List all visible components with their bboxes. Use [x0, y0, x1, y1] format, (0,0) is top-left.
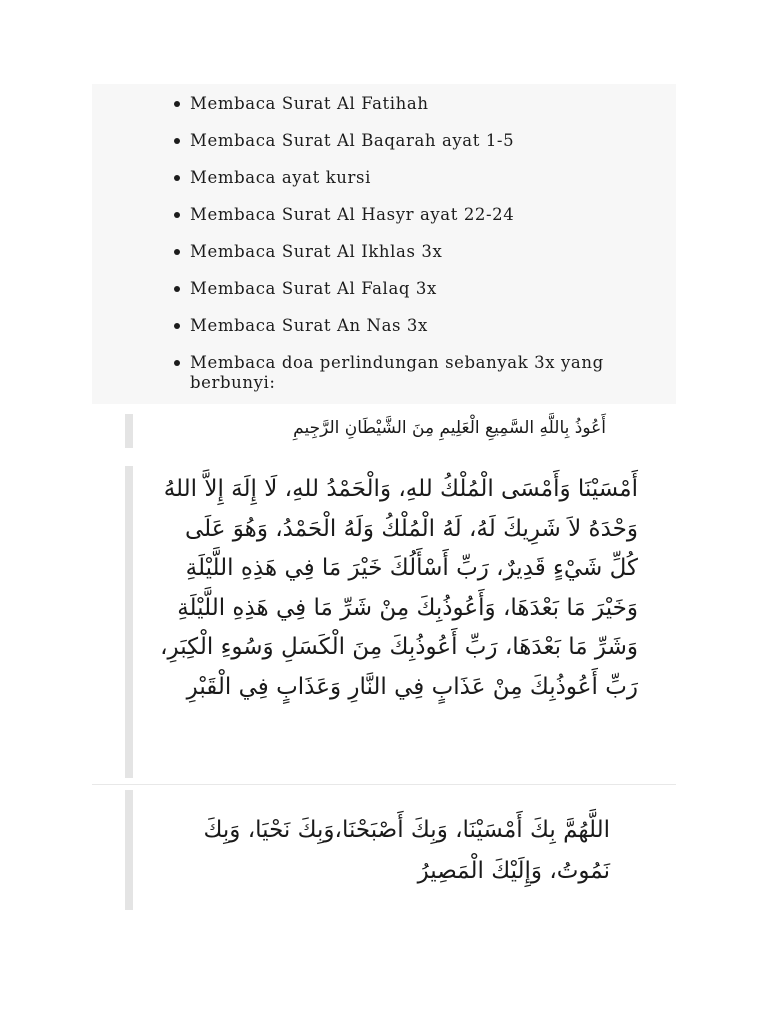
short-prayer-text: اللَّهُمَّ بِكَ أَمْسَيْنَا، وَبِكَ أَصْبَحْنَا،وَبِكَ نَحْيَا، وَبِكَ نَمُوتُ، وَإِلَيْكَ الْمَصِيرُ	[203, 817, 610, 884]
list-item	[170, 279, 660, 299]
list-item	[170, 316, 660, 336]
bullet-icon	[174, 323, 180, 329]
divider	[92, 784, 676, 785]
bullet-icon	[174, 101, 180, 107]
blockquote-bar	[125, 790, 133, 910]
instruction-list-section	[92, 84, 676, 404]
bullet-icon	[174, 138, 180, 144]
list-item-text: Membaca Surat Al Falaq 3x	[190, 279, 437, 298]
list-item-text: Membaca ayat kursi	[190, 168, 371, 187]
taawudz-text: أَعُوذُ بِاللَّهِ السَّمِيعِ الْعَلِيمِ مِنَ الشَّيْطَانِ الرَّجِيمِ	[293, 418, 606, 438]
list-item	[170, 353, 660, 393]
list-item	[170, 94, 660, 114]
list-item-text: Membaca Surat Al Ikhlas 3x	[190, 242, 443, 261]
list-item	[170, 131, 660, 151]
bullet-icon	[174, 286, 180, 292]
bullet-icon	[174, 360, 180, 366]
blockquote-bar	[125, 466, 133, 778]
bullet-icon	[174, 249, 180, 255]
bullet-icon	[174, 212, 180, 218]
list-item	[170, 168, 660, 188]
blockquote-bar	[125, 414, 133, 448]
list-item-text: Membaca Surat Al Hasyr ayat 22-24	[190, 205, 515, 224]
list-item	[170, 242, 660, 262]
bullet-list	[170, 94, 660, 410]
list-item	[170, 205, 660, 225]
evening-prayer-text: أَمْسَيْنَا وَأَمْسَى الْمُلْكُ للهِ، وَالْحَمْدُ للهِ، لَا إِلَهَ إِلاَّ اللهُ وَحْدَهُ لاَ شَرِيكَ لَهُ، لَهُ الْمُلْكُ وَلَهُ الْحَمْدُ، وَهُوَ عَلَى كُلِّ شَيْءٍ قَدِيرٌ، رَبِّ أَسْأَلُكَ خَيْرَ مَا فِي هَذِهِ اللَّيْلَةِ وَخَيْرَ مَا بَعْدَهَا، وَأَعُوذُبِكَ مِنْ شَرِّ مَا فِي هَذِهِ اللَّيْلَةِ وَشَرِّ مَا بَعْدَهَا، رَبِّ أَعُوذُبِكَ مِنَ الْكَسَلِ وَسُوءِ الْكِبَرِ، رَبِّ أَعُوذُبِكَ مِنْ عَذَابٍ فِي النَّارِ وَعَذَابٍ فِي الْقَبْرِ	[160, 476, 638, 700]
list-item-text: Membaca doa perlindungan sebanyak 3x yang berbunyi:	[190, 353, 604, 392]
list-item-text: Membaca Surat An Nas 3x	[190, 316, 428, 335]
bullet-icon	[174, 175, 180, 181]
list-item-text: Membaca Surat Al Fatihah	[190, 94, 429, 113]
list-item-text: Membaca Surat Al Baqarah ayat 1-5	[190, 131, 515, 150]
